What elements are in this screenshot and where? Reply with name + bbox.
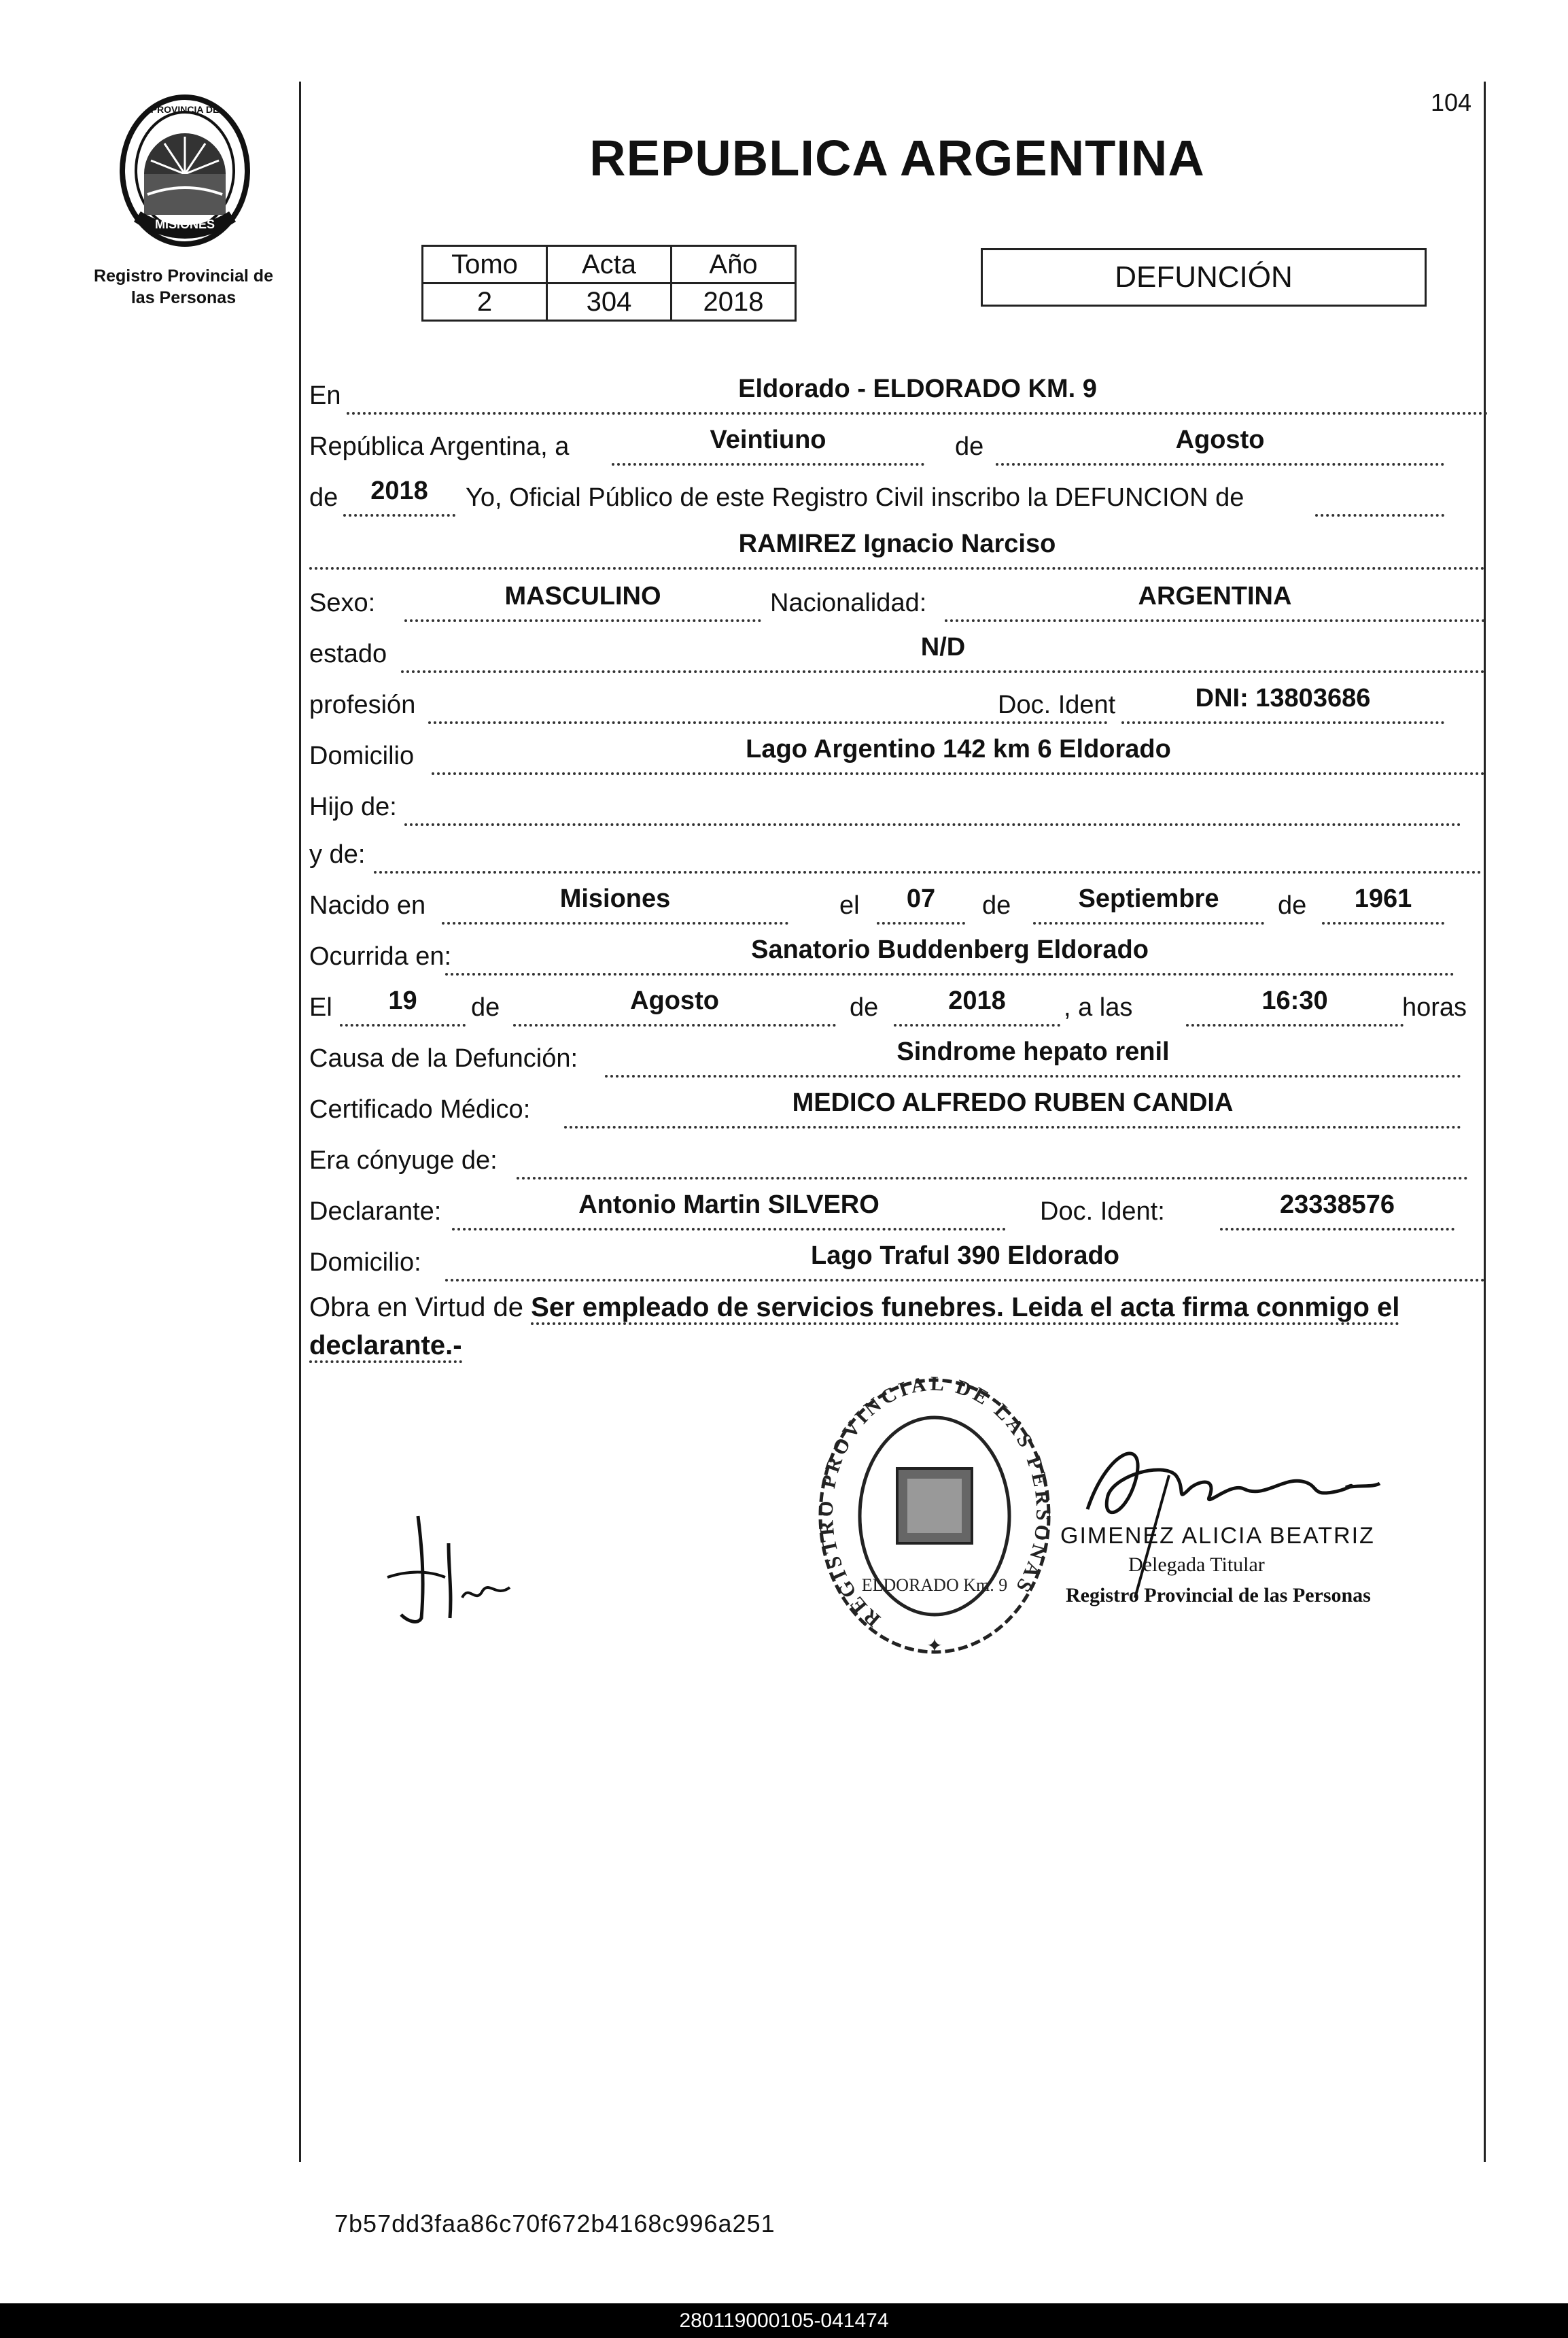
certificado-value: MEDICO ALFREDO RUBEN CANDIA (792, 1088, 1234, 1117)
conyuge-label: Era cónyuge de: (309, 1146, 498, 1175)
document-hash: 7b57dd3faa86c70f672b4168c996a251 (334, 2210, 776, 2237)
declarante-label: Declarante: (309, 1197, 442, 1226)
certificado-label: Certificado Médico: (309, 1095, 531, 1124)
row-sexo (309, 581, 1482, 622)
acta-header: Acta (547, 246, 672, 283)
nacionalidad-field (945, 584, 1485, 622)
tomo-value: 2 (423, 283, 547, 321)
registry-stamp (812, 1366, 1057, 1666)
domicilio2-label: Domicilio: (309, 1248, 421, 1277)
acta-value: 304 (547, 283, 672, 321)
stamp-ring-text: REGISTRO PROVINCIAL DE LAS PERSONAS (814, 1372, 1055, 1632)
yde-label: y de: (309, 840, 366, 869)
def-mes-value: Agosto (630, 986, 719, 1015)
nacido-field (442, 884, 788, 925)
de2-label: de (309, 483, 338, 512)
hijo-label: Hijo de: (309, 793, 397, 821)
doc-label: Doc. Ident (992, 691, 1121, 720)
dia-value: Veintiuno (710, 426, 826, 454)
nombre-value: RAMIREZ Ignacio Narciso (738, 530, 1056, 558)
de6-label: de (850, 993, 879, 1022)
declarante-value: Antonio Martin SILVERO (578, 1190, 879, 1219)
def-anio-value: 2018 (948, 986, 1006, 1015)
row-certificado (309, 1088, 1482, 1129)
nacido-value: Misiones (559, 884, 671, 913)
row-en (309, 374, 1482, 415)
el2-label: El (309, 993, 332, 1022)
row-hijo (309, 785, 1482, 826)
row-yde (309, 833, 1482, 874)
seal-top-text: PROVINCIA DE (150, 104, 220, 115)
row-estado (309, 632, 1482, 673)
nacido-label: Nacido en (309, 891, 426, 920)
domicilio-field (432, 737, 1485, 775)
barcode-footer: 280119000105-041474 (0, 2303, 1568, 2338)
seal-bottom-text: MISIONES (154, 218, 215, 231)
domicilio2-field (445, 1243, 1485, 1282)
de4-label: de (1278, 891, 1307, 920)
def-hora-value: 16:30 (1261, 986, 1328, 1015)
reference-header-row (423, 246, 796, 283)
causa-field (605, 1039, 1461, 1078)
nacionalidad-label: Nacionalidad: (770, 589, 927, 617)
en-value: Eldorado - ELDORADO KM. 9 (738, 375, 1097, 403)
page-number: 104 (1431, 88, 1472, 116)
hijo-field (404, 788, 1461, 826)
estado-label: estado (309, 640, 387, 668)
def-dia-value: 19 (388, 986, 417, 1015)
signature-office: Registro Provincial de las Personas (1066, 1584, 1371, 1606)
registry-caption-line1: Registro Provincial de (94, 267, 273, 286)
row-ocurrida (309, 935, 1482, 976)
row-nombre (309, 529, 1482, 570)
domicilio2-value: Lago Traful 390 Eldorado (811, 1241, 1119, 1270)
sexo-label: Sexo: (309, 589, 376, 617)
doc2-value: 23338576 (1279, 1190, 1395, 1219)
anio-value: 2018 (672, 283, 796, 321)
ocurrida-value: Sanatorio Buddenberg Eldorado (751, 935, 1149, 964)
mes-value: Agosto (1175, 426, 1265, 454)
domicilio-value: Lago Argentino 142 km 6 Eldorado (746, 735, 1171, 763)
act-type-box: DEFUNCIÓN (981, 248, 1427, 307)
registry-caption (82, 265, 285, 309)
en-label: En (309, 381, 341, 410)
row-conyuge (309, 1139, 1482, 1180)
def-anio-field (894, 986, 1060, 1027)
nac-mes-field (1033, 884, 1264, 925)
row-profesion (309, 683, 1482, 724)
row-causa (309, 1037, 1482, 1078)
alas-label: , a las (1064, 993, 1133, 1022)
conyuge-field (517, 1141, 1468, 1180)
obra-value: Ser empleado de servicios funebres. Leida el acta firma conmigo el declarante.- (309, 1292, 1399, 1363)
anio-header: Año (672, 246, 796, 283)
ocurrida-label: Ocurrida en: (309, 942, 452, 971)
profesion-label: profesión (309, 691, 416, 719)
declarante-field (452, 1192, 1006, 1231)
def-dia-field (340, 986, 466, 1027)
de1-label: de (955, 432, 984, 461)
signature-role: Delegada Titular (1128, 1553, 1265, 1576)
nac-anio-value: 1961 (1354, 884, 1412, 913)
inscribo-text: Yo, Oficial Público de este Registro Civil inscribo la DEFUNCION de (466, 483, 1244, 512)
doc2-label: Doc. Ident: (1040, 1197, 1165, 1226)
anio-field (343, 479, 455, 517)
doc-value: DNI: 13803686 (1195, 684, 1371, 712)
tomo-header: Tomo (423, 246, 547, 283)
inscribo-field (1315, 479, 1444, 517)
sexo-value: MASCULINO (504, 582, 661, 611)
provincial-seal-logo (117, 92, 253, 249)
row-nacido (309, 884, 1482, 925)
left-margin-line (299, 82, 301, 2162)
row-anio (309, 476, 1482, 517)
signature-name: GIMENEZ ALICIA BEATRIZ (1060, 1523, 1375, 1549)
ocurrida-field (445, 935, 1454, 976)
stamp-inner-text: ELDORADO Km. 9 (861, 1575, 1008, 1595)
nombre-field (309, 532, 1485, 570)
def-mes-field (513, 986, 836, 1027)
doc2-field (1220, 1192, 1454, 1231)
de5-label: de (471, 993, 500, 1022)
registry-caption-line2: las Personas (130, 288, 237, 307)
en-field (347, 377, 1488, 415)
svg-text:✦: ✦ (926, 1634, 943, 1657)
de3-label: de (982, 891, 1011, 920)
nacionalidad-value: ARGENTINA (1138, 582, 1292, 611)
nac-dia-field (877, 884, 965, 925)
declarant-signature (381, 1502, 530, 1632)
nac-dia-value: 07 (906, 884, 936, 913)
obra-label: Obra en Virtud de (309, 1292, 524, 1322)
certificado-field (564, 1090, 1461, 1129)
republica-label: República Argentina, a (309, 432, 570, 461)
row-domicilio (309, 734, 1482, 775)
row-declarante (309, 1190, 1482, 1231)
nac-mes-value: Septiembre (1078, 884, 1219, 913)
reference-table (421, 245, 797, 322)
row-fecha-defuncion (309, 986, 1482, 1027)
reference-value-row (423, 283, 796, 321)
sexo-field (404, 584, 761, 622)
causa-label: Causa de la Defunción: (309, 1044, 578, 1073)
domicilio-label: Domicilio (309, 742, 415, 770)
estado-value: N/D (920, 633, 966, 661)
row-domicilio2 (309, 1241, 1482, 1282)
page-title: REPUBLICA ARGENTINA (589, 130, 1205, 186)
yde-field (374, 836, 1482, 874)
estado-field (401, 635, 1485, 673)
dia-field (612, 428, 924, 466)
doc-field (1121, 686, 1444, 724)
anio-value: 2018 (370, 477, 428, 505)
el-label: el (839, 891, 860, 920)
row-republica (309, 425, 1482, 466)
def-hora-field (1186, 986, 1404, 1027)
mes-field (996, 428, 1444, 466)
nac-anio-field (1322, 884, 1444, 925)
causa-value: Sindrome hepato renil (896, 1037, 1170, 1066)
obra-paragraph (309, 1288, 1482, 1364)
horas-label: horas (1402, 993, 1467, 1022)
